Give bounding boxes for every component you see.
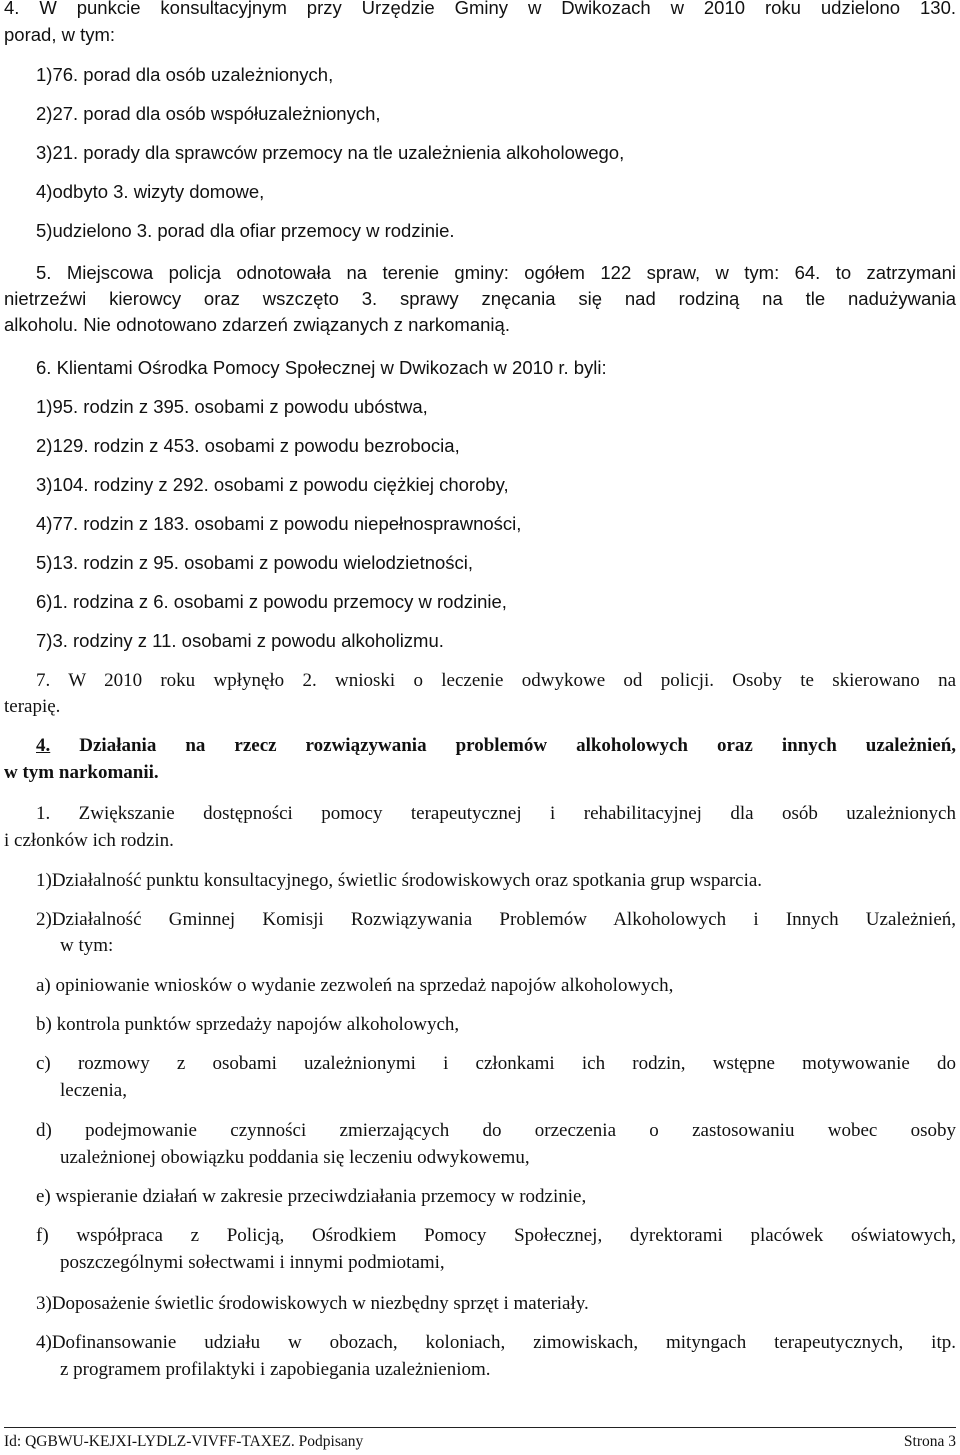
sub-item-e: e) wspieranie działań w zakresie przeciwdziałania przemocy w rodzinie, <box>36 1186 587 1207</box>
list-item: 1)Działalność punktu konsultacyjnego, świetlic środowiskowych oraz spotkania grup wsparcia. <box>36 870 763 891</box>
page-footer <box>4 1432 956 1452</box>
chapter-heading-line1 <box>36 732 956 759</box>
list-item: 6)1. rodzina z 6. osobami z powodu przemocy w rodzinie, <box>36 591 507 612</box>
list-item: 4)77. rodzin z 183. osobami z powodu niepełnosprawności, <box>36 513 522 534</box>
footer-divider <box>4 1427 956 1428</box>
chapter-number: 4. <box>36 735 51 756</box>
sub-item-c-line1: c) rozmowy z osobami uzależnionymi i członkami ich rodzin, wstępne motywowanie do <box>36 1053 956 1074</box>
list-item: 3)Doposażenie świetlic środowiskowych w niezbędny sprzęt i materiały. <box>36 1293 589 1314</box>
list-item-4-line1: 4)Dofinansowanie udziału w obozach, koloniach, zimowiskach, mityngach terapeutycznych, itp. <box>36 1332 956 1353</box>
chapter-heading-line2: w tym narkomanii. <box>4 762 159 783</box>
item5-text-line1: 5. Miejscowa policja odnotowała na terenie gminy: ogółem 122 spraw, w tym: 64. to zatrzymani <box>36 262 956 283</box>
sub-item-d-line2: uzależnionej obowiązku poddania się leczeniu odwykowemu, <box>60 1147 530 1168</box>
paragraph-1-line1: 1. Zwiększanie dostępności pomocy terapeutycznej i rehabilitacyjnej dla osób uzależnionych <box>36 803 956 824</box>
list-item: 2)129. rodzin z 453. osobami z powodu bezrobocia, <box>36 435 460 456</box>
list-item: 1)95. rodzin z 395. osobami z powodu ubóstwa, <box>36 396 428 417</box>
paragraph-1-line2: i członków ich rodzin. <box>4 830 174 851</box>
list-item: 5)udzielono 3. porad dla ofiar przemocy w rodzinie. <box>36 220 455 241</box>
list-item-4-line2: z programem profilaktyki i zapobiegania uzależnieniom. <box>60 1359 491 1380</box>
sub-item-f-line1: f) współpraca z Policją, Ośrodkiem Pomocy Społecznej, dyrektorami placówek oświatowych, <box>36 1225 956 1246</box>
list-item: 3)21. porady dla sprawców przemocy na tle uzależnienia alkoholowego, <box>36 142 625 163</box>
item5-text-line2: nietrzeźwi kierowcy oraz wszczęto 3. sprawy znęcania się nad rodziną na tle nadużywania <box>4 288 956 309</box>
list-item: 3)104. rodziny z 292. osobami z powodu ciężkiej choroby, <box>36 474 509 495</box>
item5-text-line3: alkoholu. Nie odnotowano zdarzeń związanych z narkomanią. <box>4 314 510 335</box>
sub-item-b: b) kontrola punktów sprzedaży napojów alkoholowych, <box>36 1014 460 1035</box>
chapter-title: Działania na rzecz rozwiązywania problemów alkoholowych oraz innych uzależnień, <box>79 735 957 756</box>
list-item: 4)odbyto 3. wizyty domowe, <box>36 181 265 202</box>
sub-item-c-line2: leczenia, <box>60 1080 127 1101</box>
item7-text-line2: terapię. <box>4 696 61 717</box>
sub-item-f-line2: poszczególnymi sołectwami i innymi podmiotami, <box>60 1252 445 1273</box>
sub-item-a: a) opiniowanie wniosków o wydanie zezwoleń na sprzedaż napojów alkoholowych, <box>36 975 674 996</box>
item4-text-line2: porad, w tym: <box>4 24 116 45</box>
list-item: 7)3. rodziny z 11. osobami z powodu alkoholizmu. <box>36 630 444 651</box>
item6-heading: 6. Klientami Ośrodka Pomocy Społecznej w Dwikozach w 2010 r. byli: <box>36 357 607 378</box>
list-item: 5)13. rodzin z 95. osobami z powodu wielodzietności, <box>36 552 474 573</box>
list-item-2-line1: 2)Działalność Gminnej Komisji Rozwiązywania Problemów Alkoholowych i Innych Uzależnień, <box>36 909 956 930</box>
list-item: 1)76. porad dla osób uzależnionych, <box>36 64 334 85</box>
list-item-2-line2: w tym: <box>60 935 114 956</box>
page-number: Strona 3 <box>903 1433 956 1450</box>
sub-item-d-line1: d) podejmowanie czynności zmierzających do orzeczenia o zastosowaniu wobec osoby <box>36 1120 956 1141</box>
item7-text-line1: 7. W 2010 roku wpłynęło 2. wnioski o leczenie odwykowe od policji. Osoby te skierowano na <box>36 670 956 691</box>
list-item: 2)27. porad dla osób współuzależnionych, <box>36 103 381 124</box>
document-id: Id: QGBWU-KEJXI-LYDLZ-VIVFF-TAXEZ. Podpisany <box>4 1433 364 1450</box>
item4-text-line1: 4. W punkcie konsultacyjnym przy Urzędzie Gminy w Dwikozach w 2010 roku udzielono 130. <box>4 0 956 18</box>
